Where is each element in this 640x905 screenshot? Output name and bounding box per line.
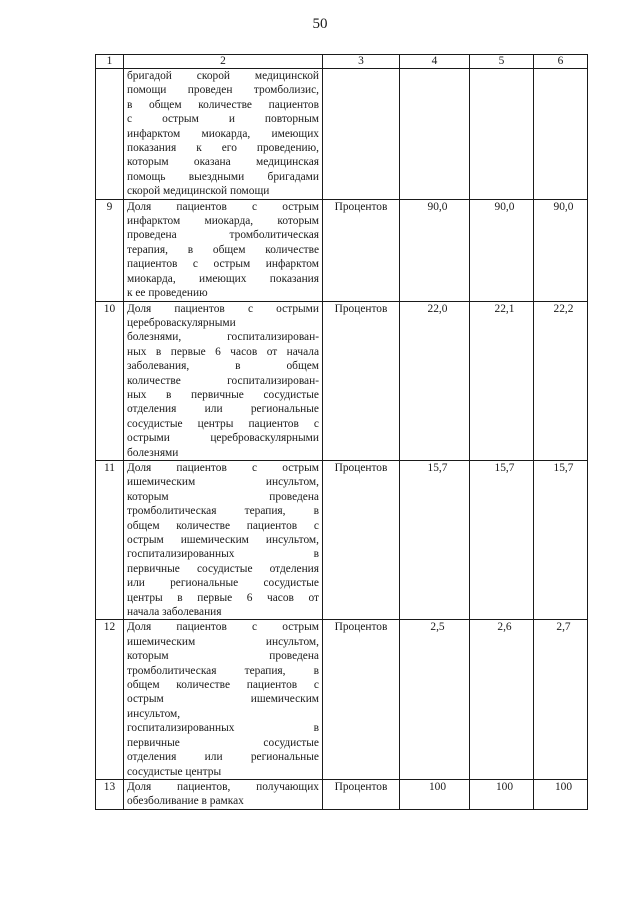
value-cell-v6 [534,779,588,809]
row-number: 12 [96,620,124,779]
description-line: Доля пациентов, получающих [127,780,319,793]
table-row [96,779,588,809]
description-line: общем количестве пациентов с [127,519,319,532]
value-text: 22,2 [553,302,574,315]
value-cell-v4 [400,779,470,809]
value-cell-v6 [534,620,588,779]
description-line: отделения или региональные [127,403,319,416]
row-number [96,69,124,200]
table-row [96,620,588,779]
unit-cell: Процентов [323,460,400,619]
description-line: тромболитическая терапия, в [127,505,319,518]
description-line: терапия, в общем количестве [127,243,319,256]
description-line: острым ишемическим инсультом, [127,534,319,546]
description-line: пациентов с острым инфарктом [127,258,319,271]
table-row [96,69,588,200]
description-line: помощи проведен тромболизис, [127,84,319,97]
description-line: болезнями [127,446,179,459]
table-body [96,69,588,810]
indicator-description [124,301,323,460]
description-line: к ее проведению [127,287,208,300]
unit-cell: Процентов [323,620,400,779]
description-line: помощь выездными бригадами [127,170,319,183]
column-header: 3 [323,55,400,69]
column-header: 6 [534,55,588,69]
description-line: первичные сосудистые [127,736,319,749]
description-line: которым проведена [127,490,319,503]
description-line: Доля пациентов с острым [127,621,319,634]
description-line: болезнями, госпитализирован- [127,331,319,344]
table-row [96,460,588,619]
description-line: проведена тромболитическая [127,229,319,242]
unit-cell [323,69,400,200]
description-line: миокарда, имеющих показания [127,272,319,285]
description-line: Доля пациентов с острым [127,200,319,213]
column-header: 1 [96,55,124,69]
column-header: 4 [400,55,470,69]
description-line: ишемическим инсультом, [127,476,319,489]
value-cell-v4 [400,199,470,301]
description-line: ных в первичные сосудистые [127,388,319,401]
description-line: начала заболевания [127,606,222,619]
description-line: тромболитическая терапия, в [127,664,319,677]
row-number: 11 [96,460,124,619]
value-text: 22,0 [427,302,448,315]
value-cell-v6 [534,460,588,619]
unit-cell: Процентов [323,199,400,301]
description-line: или региональные сосудистые [127,577,319,590]
description-line: заболевания, в общем [127,360,319,373]
value-cell-v4 [400,460,470,619]
value-text: 22,1 [494,302,515,315]
indicator-description [124,779,323,809]
description-line: отделения или региональные [127,751,319,764]
indicator-description [124,620,323,779]
description-line: ишемическим инсультом, [127,635,319,648]
description-line: показания к его проведению, [127,142,319,155]
description-line: острыми цереброваскулярными [127,432,319,445]
value-text: 100 [428,780,447,793]
value-text: 2,7 [556,621,571,634]
column-header: 5 [470,55,534,69]
value-cell-v5 [470,620,534,779]
value-text: 90,0 [427,200,448,213]
value-text: 100 [554,780,573,793]
description-line: количестве госпитализирован- [127,374,319,387]
indicator-description [124,199,323,301]
value-cell-v4 [400,301,470,460]
description-line: которым проведена [127,650,319,663]
indicators-table [95,54,588,810]
table-header-row [96,55,588,69]
value-cell-v5 [470,460,534,619]
description-line: Доля пациентов с острыми [127,302,319,315]
description-line: инфарктом миокарда, которым [127,215,319,228]
value-cell-v6 [534,69,588,200]
description-line: общем количестве пациентов с [127,679,319,692]
value-text: 2,6 [497,621,512,634]
description-line: первичные сосудистые отделения [127,562,319,575]
indicator-description [124,460,323,619]
table-row [96,301,588,460]
value-cell-v6 [534,199,588,301]
description-line: которым оказана медицинская [127,156,319,169]
description-line: с острым и повторным [127,113,319,126]
value-text: 15,7 [494,461,515,474]
description-line: госпитализированных в [127,722,319,735]
value-text: 90,0 [494,200,515,213]
description-line: инсультом, [127,707,181,720]
column-header: 2 [124,55,323,69]
page-number: 50 [312,16,328,32]
description-line: сосудистые центры [127,765,222,778]
unit-cell: Процентов [323,301,400,460]
value-text: 15,7 [553,461,574,474]
value-cell-v5 [470,779,534,809]
indicator-description [124,69,323,200]
table-row [96,199,588,301]
description-line: Доля пациентов с острым [127,461,319,474]
description-line: инфарктом миокарда, имеющих [127,127,319,140]
description-line: сосудистые центры пациентов с [127,417,319,430]
row-number: 13 [96,779,124,809]
unit-cell: Процентов [323,779,400,809]
value-text: 100 [495,780,514,793]
description-line: скорой медицинской помощи [127,185,270,198]
description-line: центры в первые 6 часов от [127,591,319,604]
description-line: бригадой скорой медицинской [127,70,319,82]
value-text: 90,0 [553,200,574,213]
description-line: цереброваскулярными [127,316,236,329]
value-cell-v4 [400,620,470,779]
description-line: госпитализированных в [127,548,319,561]
description-line: ных в первые 6 часов от начала [127,345,319,358]
row-number: 9 [96,199,124,301]
description-line: в общем количестве пациентов [127,98,319,111]
value-text: 2,5 [430,621,445,634]
value-cell-v6 [534,301,588,460]
value-cell-v5 [470,69,534,200]
row-number: 10 [96,301,124,460]
value-cell-v5 [470,199,534,301]
value-text: 15,7 [427,461,448,474]
value-cell-v5 [470,301,534,460]
description-line: обезболивание в рамках [127,795,244,808]
description-line: острым ишемическим [127,693,319,706]
value-cell-v4 [400,69,470,200]
